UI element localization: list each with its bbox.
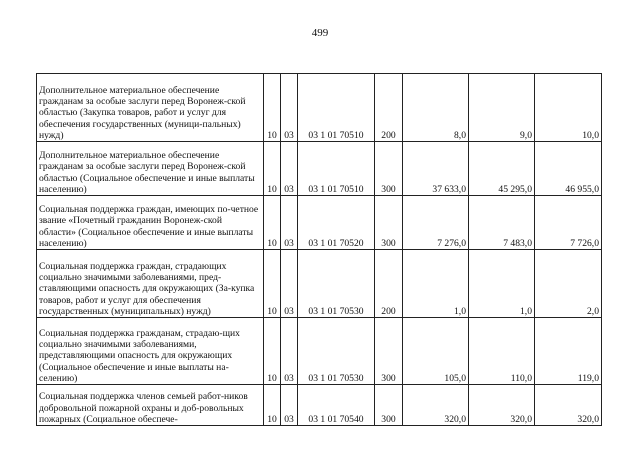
section-code: 10 <box>264 196 281 250</box>
subsection-code: 03 <box>281 196 298 250</box>
section-code: 10 <box>264 74 281 142</box>
row-description: Социальная поддержка граждан, имеющих по-четное звание «Почетный гражданин Воронеж-ской области» (Социальное обеспечение и иные выплаты населению) <box>37 196 264 250</box>
table-row <box>37 74 602 142</box>
table-row <box>37 142 602 196</box>
subsection-code: 03 <box>281 74 298 142</box>
amount-year-1: 8,0 <box>403 74 469 142</box>
expense-type-code: 300 <box>375 385 403 426</box>
section-code: 10 <box>264 142 281 196</box>
row-description: Социальная поддержка граждан, страдающих социально значимыми заболеваниями, пред-ставляющими опасность для окружающих (За-купка товаров, работ и услуг для обеспечения государственных (муниципальных) нужд) <box>37 250 264 318</box>
amount-year-1: 7 276,0 <box>403 196 469 250</box>
amount-year-1: 105,0 <box>403 318 469 385</box>
amount-year-3: 46 955,0 <box>535 142 602 196</box>
target-article-code: 03 1 01 70530 <box>298 250 375 318</box>
row-description: Социальная поддержка членов семьей работ-ников добровольной пожарной охраны и доб-ровольных пожарных (Социальное обеспече- <box>37 385 264 426</box>
budget-table <box>36 73 602 426</box>
amount-year-3: 2,0 <box>535 250 602 318</box>
amount-year-1: 37 633,0 <box>403 142 469 196</box>
table-row <box>37 250 602 318</box>
amount-year-3: 7 726,0 <box>535 196 602 250</box>
page-number: 499 <box>311 27 329 39</box>
amount-year-2: 7 483,0 <box>469 196 535 250</box>
expense-type-code: 200 <box>375 74 403 142</box>
amount-year-3: 320,0 <box>535 385 602 426</box>
subsection-code: 03 <box>281 250 298 318</box>
expense-type-code: 300 <box>375 318 403 385</box>
expense-type-code: 300 <box>375 142 403 196</box>
expense-type-code: 200 <box>375 250 403 318</box>
row-description: Социальная поддержка гражданам, страдаю-щих социально значимыми заболеваниями, представляющими опасность для окружающих (Социальное обеспечение и иные выплаты на-селению) <box>37 318 264 385</box>
subsection-code: 03 <box>281 385 298 426</box>
amount-year-3: 10,0 <box>535 74 602 142</box>
subsection-code: 03 <box>281 142 298 196</box>
row-description: Дополнительное материальное обеспечение гражданам за особые заслуги перед Воронеж-ской областью (Социальное обеспечение и иные выплаты населению) <box>37 142 264 196</box>
section-code: 10 <box>264 318 281 385</box>
amount-year-2: 320,0 <box>469 385 535 426</box>
table-row <box>37 318 602 385</box>
target-article-code: 03 1 01 70510 <box>298 142 375 196</box>
section-code: 10 <box>264 250 281 318</box>
amount-year-2: 45 295,0 <box>469 142 535 196</box>
amount-year-2: 110,0 <box>469 318 535 385</box>
row-description: Дополнительное материальное обеспечение гражданам за особые заслуги перед Воронеж-ской областью (Закупка товаров, работ и услуг для обеспечения государственных (муници-пальных) нужд) <box>37 74 264 142</box>
target-article-code: 03 1 01 70540 <box>298 385 375 426</box>
target-article-code: 03 1 01 70520 <box>298 196 375 250</box>
target-article-code: 03 1 01 70530 <box>298 318 375 385</box>
amount-year-2: 1,0 <box>469 250 535 318</box>
subsection-code: 03 <box>281 318 298 385</box>
amount-year-2: 9,0 <box>469 74 535 142</box>
section-code: 10 <box>264 385 281 426</box>
target-article-code: 03 1 01 70510 <box>298 74 375 142</box>
amount-year-1: 1,0 <box>403 250 469 318</box>
table-row <box>37 196 602 250</box>
expense-type-code: 300 <box>375 196 403 250</box>
amount-year-3: 119,0 <box>535 318 602 385</box>
table-row <box>37 385 602 426</box>
amount-year-1: 320,0 <box>403 385 469 426</box>
